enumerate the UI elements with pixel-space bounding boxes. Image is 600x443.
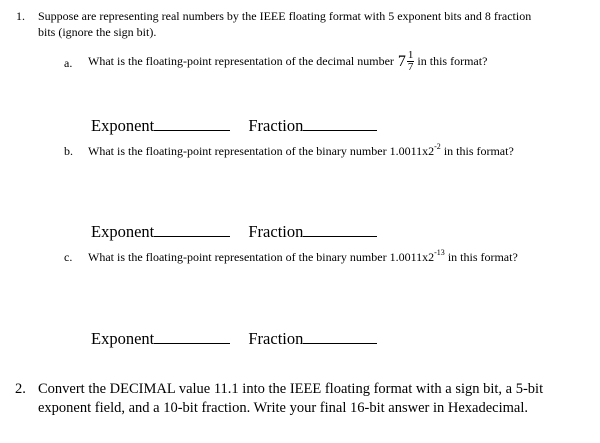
exponent-label: Exponent bbox=[91, 329, 155, 348]
part-c-question bbox=[88, 250, 518, 265]
part-b-question bbox=[88, 144, 514, 159]
fraction-label: Fraction bbox=[248, 116, 304, 135]
part-b-text-before: What is the floating-point representation of the binary number 1.0011x2 bbox=[88, 144, 435, 158]
answer-row-a bbox=[91, 116, 377, 136]
mixed-number-whole: 7 bbox=[397, 52, 406, 70]
answer-row-b bbox=[91, 222, 377, 242]
part-a-text-after: in this format? bbox=[417, 53, 488, 68]
exponent-label: Exponent bbox=[91, 222, 155, 241]
part-b-letter: b. bbox=[64, 144, 73, 158]
mixed-number-fraction bbox=[407, 50, 415, 73]
exponent-label: Exponent bbox=[91, 116, 155, 135]
fraction-blank-c[interactable] bbox=[303, 342, 377, 344]
part-c-text-after: in this format? bbox=[447, 250, 518, 264]
part-a-letter: a. bbox=[64, 56, 73, 70]
part-c-letter: c. bbox=[64, 250, 73, 264]
fraction-denominator: 7 bbox=[407, 60, 414, 73]
question-1-number: 1. bbox=[16, 9, 25, 23]
question-2-number: 2. bbox=[15, 381, 26, 397]
question-1-text-line-1: Suppose are representing real numbers by the IEEE floating format with 5 exponent bits and 8 fraction bbox=[38, 9, 532, 23]
exponent-blank-b[interactable] bbox=[154, 235, 230, 237]
part-a-question bbox=[88, 46, 487, 76]
fraction-label: Fraction bbox=[248, 329, 304, 348]
answer-row-c bbox=[91, 329, 377, 349]
exponent-blank-c[interactable] bbox=[154, 342, 230, 344]
part-c-exponent: -13 bbox=[434, 248, 445, 257]
fraction-numerator: 1 bbox=[407, 48, 414, 61]
question-1-text-line-2: bits (ignore the sign bit). bbox=[38, 25, 157, 39]
fraction-blank-b[interactable] bbox=[303, 235, 377, 237]
exponent-blank-a[interactable] bbox=[154, 129, 230, 131]
question-2-text-line-1: Convert the DECIMAL value 11.1 into the IEEE floating format with a sign bit, a 5-bit bbox=[38, 381, 544, 397]
part-b-text-after: in this format? bbox=[443, 144, 514, 158]
part-a-text-before: What is the floating-point representation of the decimal number bbox=[88, 53, 394, 68]
part-b-exponent: -2 bbox=[434, 142, 441, 151]
part-c-text-before: What is the floating-point representation of the binary number 1.0011x2 bbox=[88, 250, 435, 264]
question-2-text-line-2: exponent field, and a 10-bit fraction. Write your final 16-bit answer in Hexadecimal. bbox=[38, 400, 528, 416]
fraction-label: Fraction bbox=[248, 222, 304, 241]
fraction-blank-a[interactable] bbox=[303, 129, 377, 131]
